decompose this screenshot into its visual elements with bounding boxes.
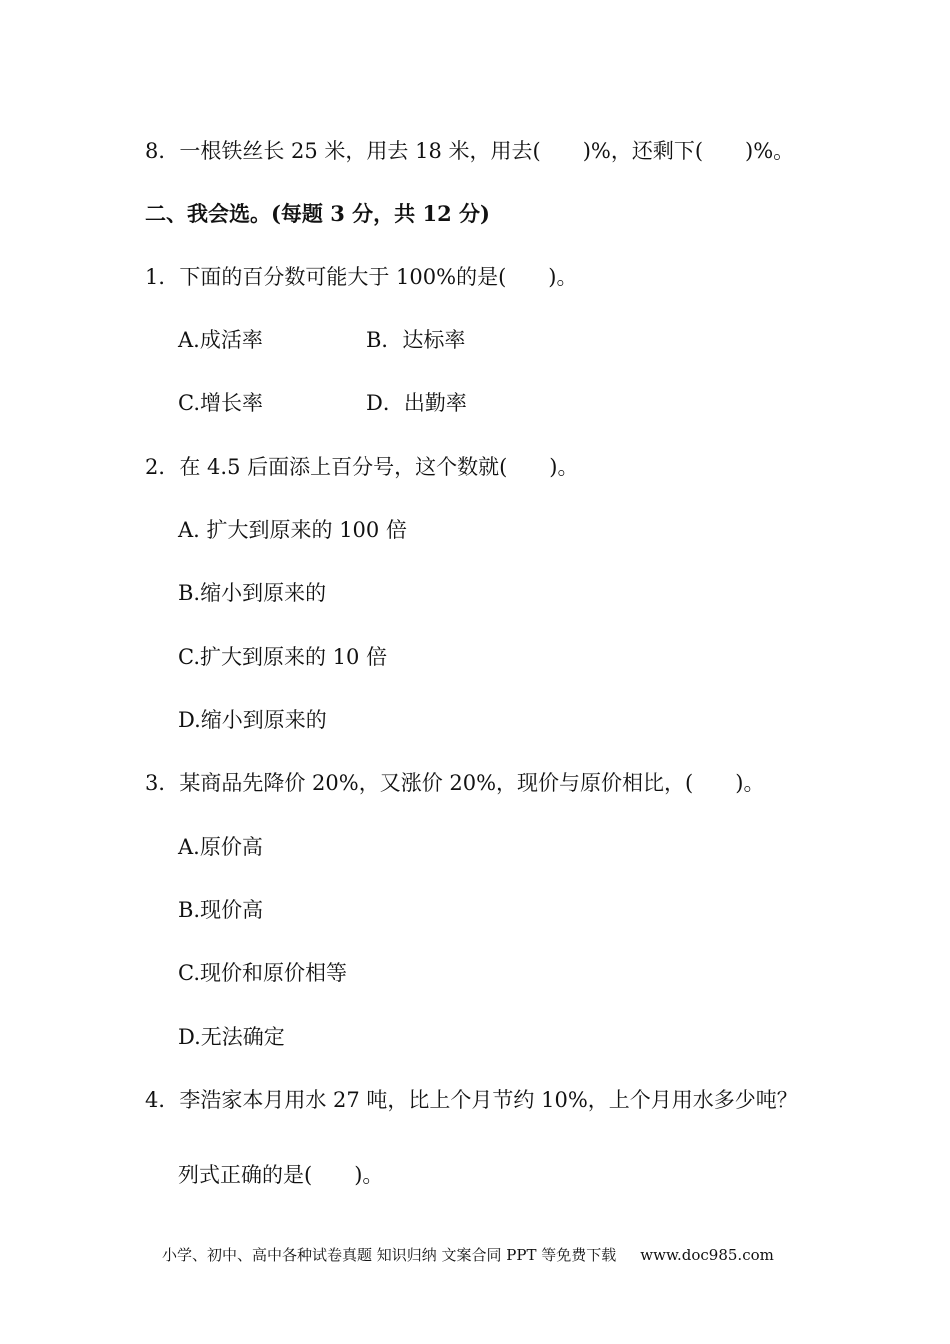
question-3-option-c: C.现价和原价相等 xyxy=(178,961,347,985)
section-2-heading: 二、我会选。(每题 3 分，共 12 分) xyxy=(145,201,490,226)
question-1-option-b: B．达标率 xyxy=(366,328,466,352)
question-3-stem: 3．某商品先降价 20%，又涨价 20%，现价与原价相比，( )。 xyxy=(145,771,765,795)
question-1-stem: 1．下面的百分数可能大于 100%的是( )。 xyxy=(145,265,578,289)
question-1-options-row-1 xyxy=(178,326,466,354)
question-2-stem: 2．在 4.5 后面添上百分号，这个数就( )。 xyxy=(145,455,579,479)
question-2-option-d: D.缩小到原来的 xyxy=(178,708,327,732)
question-3-option-b: B.现价高 xyxy=(178,898,264,922)
question-2-option-b: B.缩小到原来的 xyxy=(178,581,327,605)
question-1-options-row-2 xyxy=(178,389,467,417)
question-1-option-a: A.成活率 xyxy=(178,328,263,352)
footer-text: 小学、初中、高中各种试卷真题 知识归纳 文案合同 PPT 等免费下载 xyxy=(162,1246,617,1264)
question-3-option-a: A.原价高 xyxy=(178,835,263,859)
question-4-continuation: 列式正确的是( )。 xyxy=(178,1163,384,1187)
question-3-option-d: D.无法确定 xyxy=(178,1025,285,1049)
question-2-option-c: C.扩大到原来的 10 倍 xyxy=(178,645,388,669)
question-8: 8．一根铁丝长 25 米，用去 18 米，用去( )%，还剩下( )%。 xyxy=(145,139,795,163)
question-1-option-d: D．出勤率 xyxy=(366,391,467,415)
question-1-option-c: C.增长率 xyxy=(178,391,263,415)
question-4-stem: 4．李浩家本月用水 27 吨，比上个月节约 10%，上个月用水多少吨？ xyxy=(145,1088,798,1112)
page-footer xyxy=(162,1244,774,1266)
question-2-option-a: A. 扩大到原来的 100 倍 xyxy=(178,518,407,542)
footer-site-link[interactable]: www.doc985.com xyxy=(640,1246,774,1264)
